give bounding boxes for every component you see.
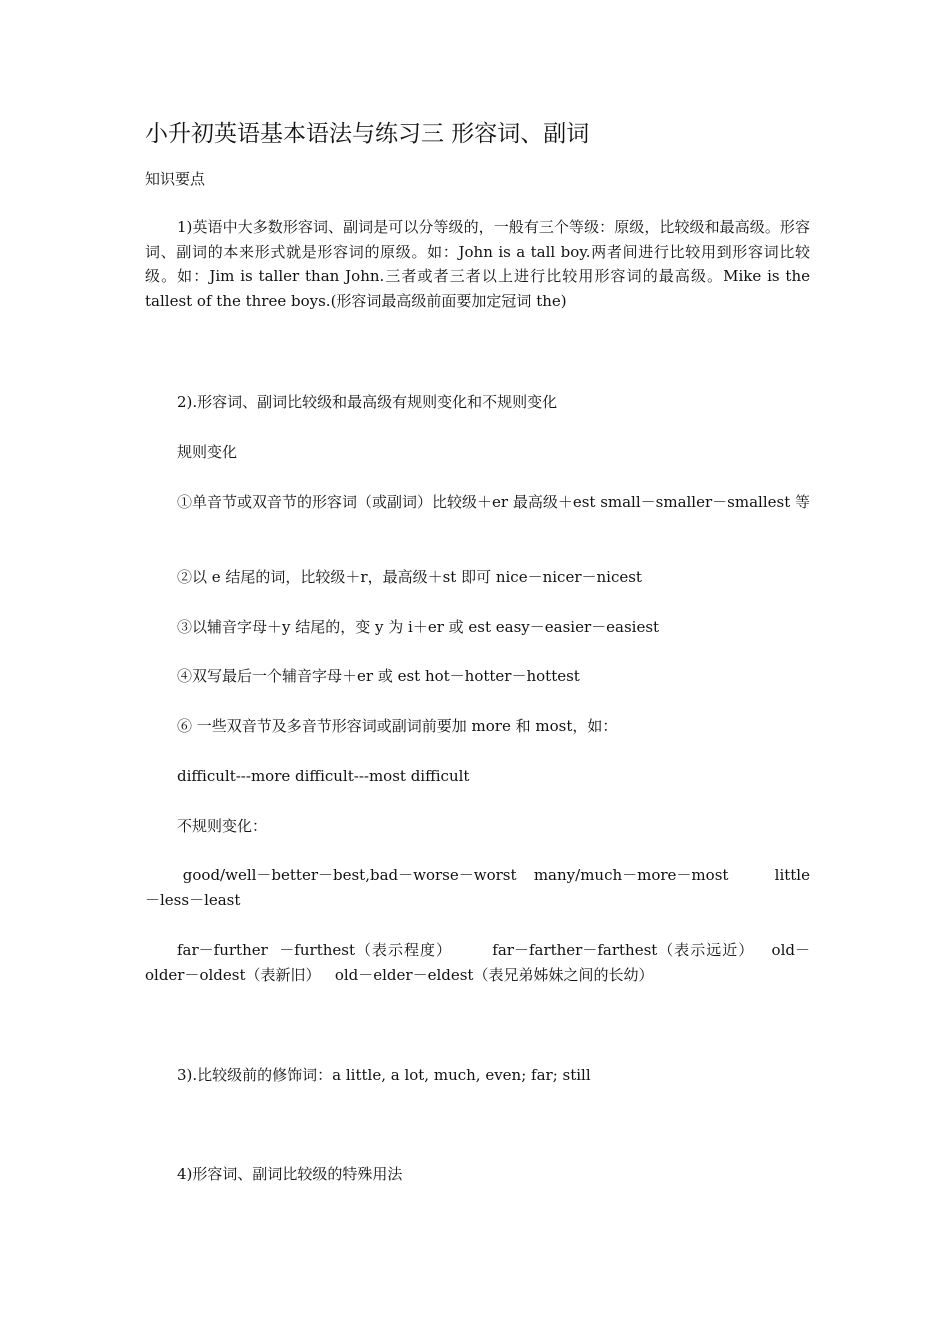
irregular-list-1: good/well－better－best,bad－worse－worst many/much－more－most little－less－least: [145, 866, 810, 909]
point-4-line: 4)形容词、副词比较级的特殊用法: [177, 1165, 403, 1183]
regular-changes-heading: 规则变化: [177, 443, 238, 461]
irregular-list-2: far－further －furthest（表示程度） far－farther－farthest（表示远近） old－older－oldest（表新旧） old－elder－eldest（表兄弟姊妹之间的长幼）: [145, 941, 810, 984]
rule-6-line: ⑥ 一些双音节及多音节形容词或副词前要加 more 和 most，如：: [177, 717, 618, 735]
point-3-line: 3).比较级前的修饰词：a little, a lot, much, even; far; still: [177, 1066, 591, 1084]
section-heading: 知识要点: [145, 170, 206, 188]
rule-4-line: ④双写最后一个辅音字母＋er 或 est hot－hotter－hottest: [177, 667, 580, 685]
rule-2-line: ②以 e 结尾的词，比较级＋r，最高级＋st 即可 nice－nicer－nicest: [177, 568, 642, 586]
irregular-changes-heading: 不规则变化：: [177, 817, 268, 835]
rule-6-example-line: difficult---more difficult---most difficult: [177, 767, 470, 785]
point-1-paragraph: 1)英语中大多数形容词、副词是可以分等级的，一般有三个等级：原级，比较级和最高级。形容词、副词的本来形式就是形容词的原级。如：John is a tall boy.两者间进行比较用到形容词比较级。如：Jim is taller than John.三者或者三者以上进行比较用形容词的最高级。Mike is the tallest of the three boys.(形容词最高级前面要加定冠词 the): [145, 218, 810, 310]
rule-1-paragraph: ①单音节或双音节的形容词（或副词）比较级＋er 最高级＋est small－smaller－smallest 等: [177, 493, 810, 511]
point-2-heading: 2).形容词、副词比较级和最高级有规则变化和不规则变化: [177, 393, 558, 411]
rule-3-line: ③以辅音字母＋y 结尾的，变 y 为 i＋er 或 est easy－easier－easiest: [177, 618, 660, 636]
document-title: 小升初英语基本语法与练习三 形容词、副词: [145, 121, 590, 147]
